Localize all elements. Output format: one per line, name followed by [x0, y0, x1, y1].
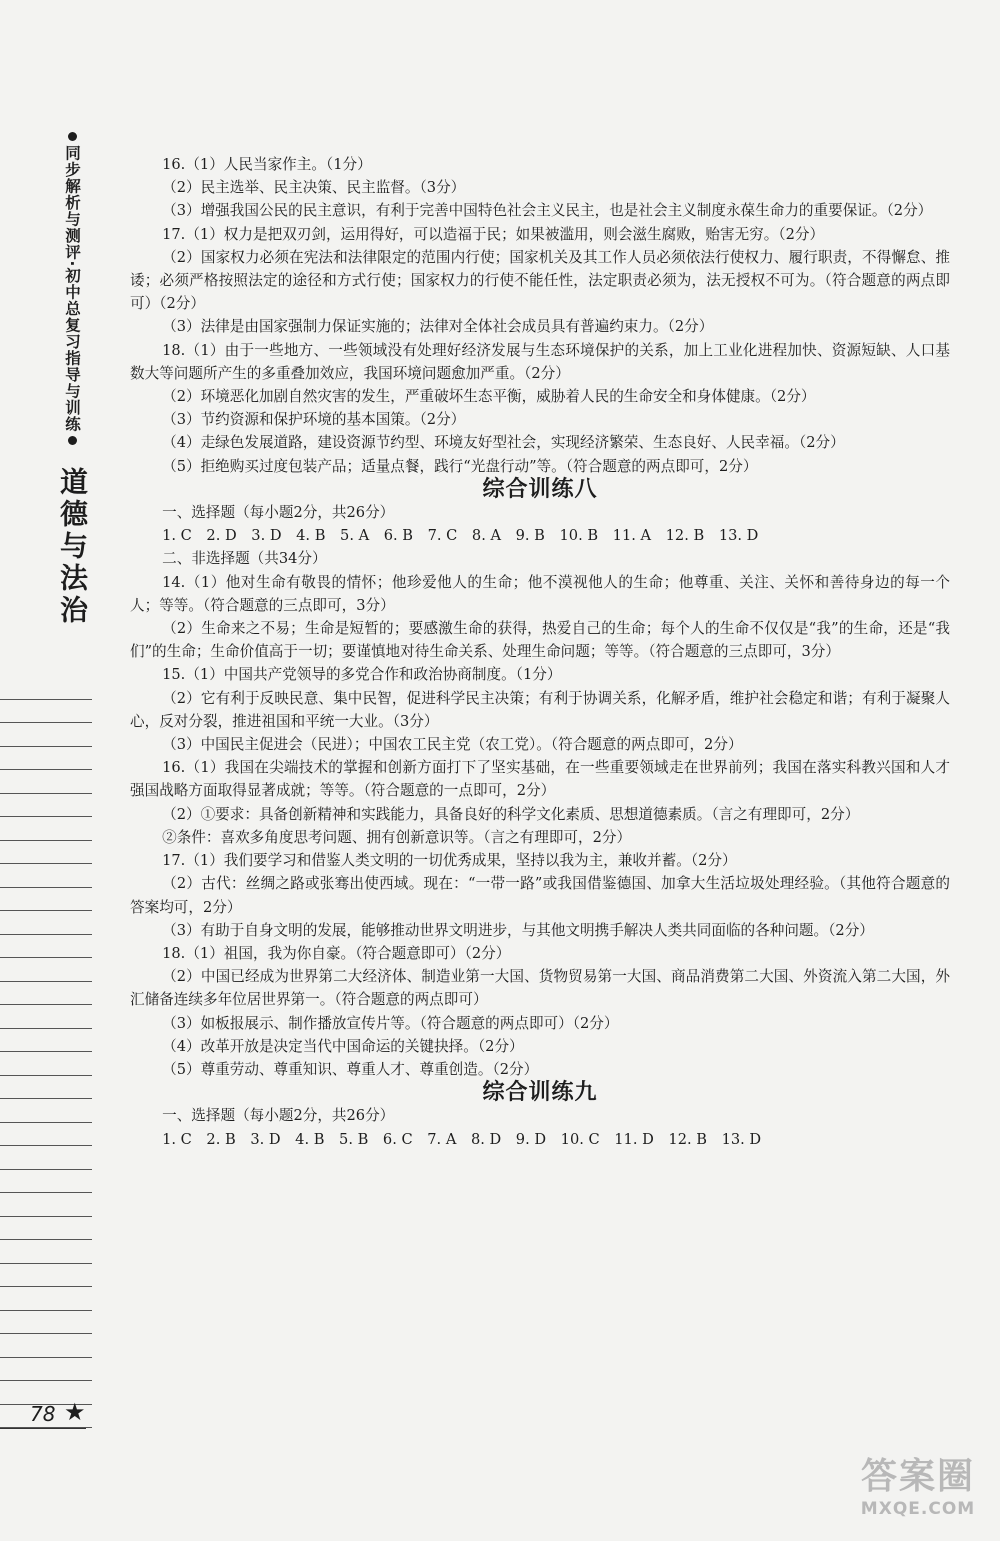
subject-title: 道德与法治	[56, 467, 89, 628]
bullet-dot-icon	[68, 132, 77, 141]
answer-line: （4）改革开放是决定当代中国命运的关键抉择。（2分）	[162, 1037, 524, 1055]
answer-line: 1. C 2. D 3. D 4. B 5. A 6. B 7. C 8. A 9. B 10. B 11. A 12. B 13. D	[162, 527, 759, 545]
answer-line: （2）环境恶化加剧自然灾害的发生，严重破坏生态平衡，威胁着人民的生命安全和身体健康。（2分）	[162, 388, 816, 406]
watermark	[848, 1448, 988, 1519]
answer-content	[130, 153, 950, 1151]
answer-line: （3）如板报展示、制作播放宣传片等。（符合题意的两点即可）（2分）	[162, 1014, 619, 1032]
answer-line: （2）生命来之不易；生命是短暂的；要感激生命的获得，热爱自己的生命；每个人的生命不仅仅是“我”的生命，还是“我们”的生命；生命价值高于一切；要谨慎地对待生命关系、处理生命问题；等等。（符合题意的三点即可，3分）	[130, 620, 950, 661]
answer-line: 一、选择题（每小题2分，共26分）	[162, 1107, 395, 1125]
answer-line: （2）古代：丝绸之路或张骞出使西域。现在：“一带一路”或我国借鉴德国、加拿大生活垃圾处理经验。（其他符合题意的答案均可，2分）	[130, 875, 950, 916]
answer-line: 16.（1）我国在尖端技术的掌握和创新方面打下了坚实基础，在一些重要领域走在世界前列；我国在落实科教兴国和人才强国战略方面取得显著成就；等等。（符合题意的一点即可，2分）	[130, 759, 950, 800]
answer-line: 14.（1）他对生命有敬畏的情怀；他珍爱他人的生命；他不漠视他人的生命；他尊重、关注、关怀和善待身边的每一个人；等等。（符合题意的三点即可，3分）	[130, 573, 950, 614]
series-title: 同步解析与测评·初中总复习指导与训练	[63, 145, 81, 433]
page-number: 78	[30, 1402, 56, 1426]
answer-line: 1. C 2. B 3. D 4. B 5. B 6. C 7. A 8. D 9. D 10. C 11. D 12. B 13. D	[162, 1130, 762, 1148]
answer-line: （2）它有利于反映民意、集中民智，促进科学民主决策；有利于协调关系，化解矛盾，维护社会稳定和谐；有利于凝聚人心，反对分裂，推进祖国和平统一大业。（3分）	[130, 689, 950, 730]
answer-line: （5）尊重劳动、尊重知识、尊重人才、尊重创造。（2分）	[162, 1060, 539, 1078]
answer-line: （2）民主选举、民主决策、民主监督。（3分）	[162, 179, 466, 197]
watermark-logo: 答案圈	[860, 1456, 975, 1497]
margin-rule-lines	[0, 676, 92, 1428]
answer-line: 17.（1）权力是把双刃剑，运用得好，可以造福于民；如果被滥用，则会滋生腐败，贻害无穷。（2分）	[162, 225, 825, 243]
bullet-dot-icon	[68, 436, 77, 445]
watermark-url: MXQE.COM	[860, 1499, 976, 1519]
answer-line: （3）增强我国公民的民主意识，有利于完善中国特色社会主义民主，也是社会主义制度永葆生命力的重要保证。（2分）	[162, 202, 933, 220]
answer-line: （2）国家权力必须在宪法和法律限定的范围内行使；国家机关及其工作人员必须依法行使权力、履行职责，不得懈怠、推诿；必须严格按照法定的途径和方式行使；国家权力的行使不能任性，法定职责必须为，法无授权不可为。（符合题意的两点即可）（2分）	[130, 248, 950, 313]
star-icon: ★	[64, 1398, 86, 1426]
answer-line: 15.（1）中国共产党领导的多党合作和政治协商制度。（1分）	[162, 666, 562, 684]
answer-line: （4）走绿色发展道路，建设资源节约型、环境友好型社会，实现经济繁荣、生态良好、人民幸福。（2分）	[162, 434, 845, 452]
answer-line: （2）中国已经成为世界第二大经济体、制造业第一大国、货物贸易第一大国、商品消费第二大国、外资流入第二大国，外汇储备连续多年位居世界第一。（符合题意的两点即可）	[130, 968, 950, 1009]
answer-line: （5）拒绝购买过度包装产品；适量点餐，践行“光盘行动”等。（符合题意的两点即可，2分）	[162, 457, 758, 475]
answer-line: （3）节约资源和保护环境的基本国策。（2分）	[162, 411, 466, 429]
answer-line: （3）中国民主促进会（民进）；中国农工民主党（农工党）。（符合题意的两点即可，2分）	[162, 736, 743, 754]
answer-line: 17.（1）我们要学习和借鉴人类文明的一切优秀成果，坚持以我为主，兼收并蓄。（2分）	[162, 852, 737, 870]
answer-line: 18.（1）由于一些地方、一些领域没有处理好经济发展与生态环境保护的关系，加上工业化进程加快、资源短缺、人口基数大等问题所产生的多重叠加效应，我国环境问题愈加严重。（2分）	[130, 341, 950, 382]
answer-line: （3）有助于自身文明的发展，能够推动世界文明进步，与其他文明携手解决人类共同面临的各种问题。（2分）	[162, 921, 874, 939]
sidebar	[55, 132, 89, 627]
answer-line: ②条件：喜欢多角度思考问题、拥有创新意识等。（言之有理即可，2分）	[162, 828, 632, 846]
answer-line: （2）①要求：具备创新精神和实践能力，具备良好的科学文化素质、思想道德素质。（言之有理即可，2分）	[162, 805, 860, 823]
answer-line: 二、非选择题（共34分）	[162, 550, 327, 568]
answer-line: 一、选择题（每小题2分，共26分）	[162, 504, 395, 522]
section-heading: 综合训练九	[482, 1080, 598, 1106]
answer-line: 18.（1）祖国，我为你自豪。（符合题意即可）（2分）	[162, 944, 511, 962]
page-number-underline	[0, 1428, 86, 1429]
answer-line: 16.（1）人民当家作主。（1分）	[162, 156, 372, 173]
section-heading: 综合训练八	[482, 476, 598, 502]
answer-line: （3）法律是由国家强制力保证实施的；法律对全体社会成员具有普遍约束力。（2分）	[162, 318, 714, 336]
